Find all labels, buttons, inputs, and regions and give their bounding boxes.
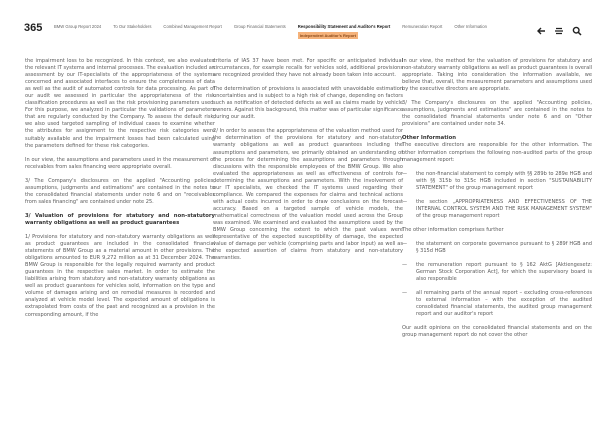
bullet-list [402,171,592,220]
text-column-middle [213,58,403,269]
list-item: — the non-financial statement to comply with §§ 289b to 289e HGB and with §§ 315b to 315c HGB included in section "SUSTAINABILITY STATEMENT" of the group management report [402,171,592,192]
paragraph: 1/ Provisions for statutory and non-statutory warranty obligations as well as product guarantees are included in the consolidated financial statements of BMW Group as a material amount in other provisions. The obligations amounted to EUR 9,272 million as at 31 December 2024. The BMW Group is responsible for the legally required warranty and product guarantees in the respective sales market. In order to estimate the liabilities arising from statutory and non-statutory warranty obligations as well as product guarantees for vehicles sold, information on the type and volume of damages arising and on remedial measures is recorded and analyzed at vehicle model level. The expected amount of obligations is extrapolated from costs of the past and recognized as a provision in the corresponding amount, if the [25,233,215,318]
list-item: — all remaining parts of the annual report – excluding cross-references to external information – with the exception of the audited consolidated financial statements, the audited group management report and our auditor's report [402,290,592,318]
header-icons [536,21,582,31]
paragraph: Our audit opinions on the consolidated financial statements and on the group management report do not cover the other [402,325,592,339]
page-header [0,0,600,48]
page-number: 365 [24,22,43,34]
bullet-list [402,241,592,318]
nav-item-to-our-stakeholders[interactable]: To Our Stakeholders [113,24,152,29]
nav-item-bmw-group-report[interactable]: BMW Group Report 2024 [54,24,102,29]
paragraph: The executive directors are responsible for the other information. The other information comprises the following non-audited parts of the group management report: [402,142,592,163]
list-item: — the statement on corporate governance pursuant to § 289f HGB and § 315d HGB [402,241,592,255]
section-heading-other-information: Other Information [402,135,457,142]
nav-item-other-information[interactable]: Other Information [454,24,487,29]
paragraph: In our view, the method for the valuation of provisions for statutory and non-statutory warranty obligations as well as product guarantees is overall appropriate. Taking into consideration the information available, we believe that, overall, the measurement parameters and assumptions used by the executive directors are appropriate. [402,58,592,93]
paragraph: 3/ The Company's disclosures on the applied "Accounting policies, assumptions, judgments and estimations" are contained in the notes to the consolidated financial statements under note 6 and on "Other provisions" are contained under note 34. [402,100,592,128]
paragraph: 2/ In order to assess the appropriateness of the valuation method used for the determination of the provisions for statutory and non-statutory warranty obligations as well as product guarantees including the assumptions and parameters, we primarily obtained an understanding of the process for determining the assumptions and parameters through discussions with the responsible employees of the BMW Group. We also evaluated the appropriateness as well as effectiveness of controls for determining the assumptions and parameters. With the involvement of our IT specialists, we checked the IT systems used regarding their compliance. We compared the expenses for claims and technical actions with actual costs incurred in order to draw conclusions on the forecast accuracy. Based on a targeted sample of vehicle models, the mathematical correctness of the valuation model used across the Group was examined. We examined and evaluated the assumptions used by the BMW Group concerning the extent to which the past values were representative of the expected susceptibility of damage, the expected value of damage per vehicle (comprising parts and labor input) as well as the expected assertion of claims from statutory and non-statutory warranties. [213,128,403,262]
nav-subitem-independent-auditors-report[interactable]: Independent Auditor's Report [299,33,356,38]
paragraph: 3/ The Company's disclosures on the applied "Accounting policies, assumptions, judgments and estimations" are contained in the notes to the consolidated financial statements under note 6 and on "receivables from sales financing" are contained under note 25. [25,177,215,205]
search-icon[interactable] [572,21,582,31]
nav-item-group-financial-statements[interactable]: Group Financial Statements [233,24,286,29]
list-item: — the section „APPROPRIATENESS AND EFFECTIVENESS OF THE INTERNAL CONTROL SYSTEM AND THE RISK MANAGEMENT SYSTEM" of the group management report [402,199,592,220]
section-heading: 3/ Valuation of provisions for statutory and non-statutory warranty obligations as well as product guarantees [25,212,215,226]
list-item: — the remuneration report pursuant to § 162 AktG [Aktiengesetz: German Stock Corporation Act], for which the supervisory board is also responsible [402,262,592,283]
paragraph: The other information comprises further [402,226,504,233]
menu-icon[interactable] [554,21,564,31]
paragraph: the impairment loss to be recognized. In this context, we also evaluated the relevant IT systems and internal processes. The evaluation included an assessment by our IT-specialists of the appropriateness of the systems concerned and associated interfaces to ensure the completeness of data as well as the audit of automated controls for data processing. As part of our audit we assessed in particular the appropriateness of the risk classification procedures as well as the risk provisioning parameters used. For this purpose, we analyzed in particular the validations of parameters that are regularly conducted by the Company. To assess the default risk, we also used targeted sampling of individual cases to examine whether the attributes for assignment to the respective risk categories were suitably available and the impairment losses had been calculated using the parameters defined for these risk categories. [25,58,215,149]
nav-item-responsibility-statement[interactable] [297,24,391,38]
top-navigation [54,24,499,38]
nav-item-combined-management-report[interactable]: Combined Management Report [163,24,222,29]
nav-item-remuneration-report[interactable]: Remuneration Report [402,24,443,29]
paragraph: criteria of IAS 37 have been met. For specific or anticipated individual circumstances, for example recalls for vehicles sold, additional provisions are recognized provided they have not already been taken into account. [213,58,403,79]
nav-item-responsibility-statement-label: Responsibility Statement and Auditor's Report [297,24,391,29]
paragraph: The determination of provisions is associated with unavoidable estimation uncertainties and is subject to a high risk of change, depending on factors such as notification of detected defects as well as claims made by vehicle owners. Against this background, this matter was of particular significance during our audit. [213,86,403,121]
paragraph: In our view, the assumptions and parameters used in the measurement of receivables from sales financing were appropriate overall. [25,156,215,170]
text-column-right [402,58,592,346]
arrow-left-icon[interactable] [536,21,546,31]
text-column-left [25,58,215,326]
